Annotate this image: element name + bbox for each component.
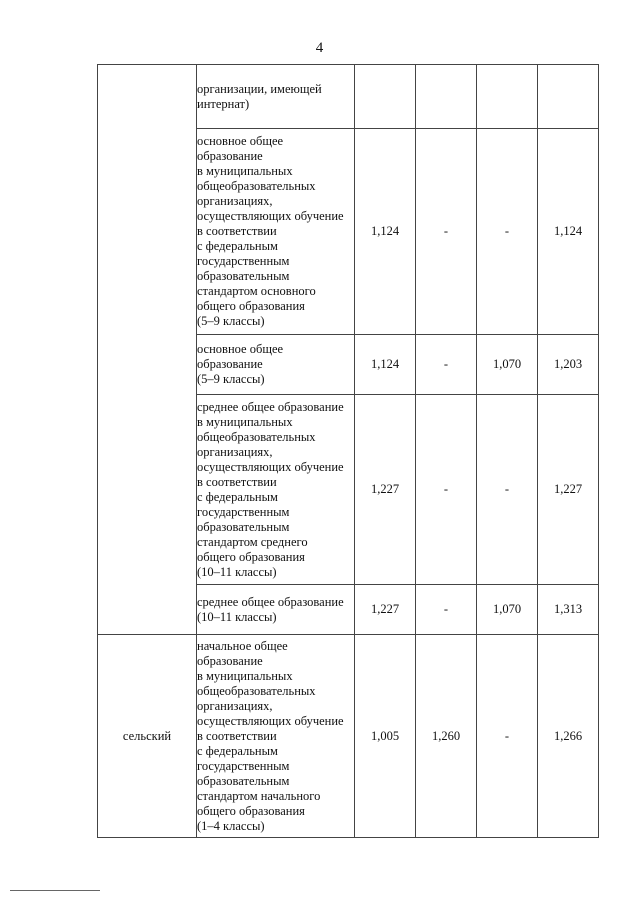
program-description-cell <box>197 129 355 335</box>
coefficient-cell: 1,005 <box>355 635 416 838</box>
description-line: интернат) <box>197 96 250 111</box>
description-line: общеобразовательных <box>197 179 316 193</box>
description-line: в соответствии <box>197 728 277 743</box>
coefficient-cell: 1,266 <box>538 635 599 838</box>
description-line: организациях, <box>197 698 273 713</box>
coefficient-cell: 1,313 <box>538 585 599 635</box>
description-line: общего образования <box>197 549 305 564</box>
coefficient-cell: - <box>416 335 477 395</box>
coefficient-cell <box>477 65 538 129</box>
description-line: (10–11 классы) <box>197 609 277 624</box>
coefficient-cell: - <box>416 395 477 585</box>
coefficient-cell: 1,260 <box>416 635 477 838</box>
description-line: (1–4 классы) <box>197 818 265 833</box>
description-line: общего образования <box>197 299 305 313</box>
coefficient-cell: - <box>477 395 538 585</box>
description-line: среднее общее образование <box>197 594 344 609</box>
coefficient-cell: 1,124 <box>355 335 416 395</box>
coefficient-cell: 1,124 <box>538 129 599 335</box>
description-line: образовательным <box>197 519 290 534</box>
description-line: общеобразовательных <box>197 429 316 444</box>
coefficient-cell <box>538 65 599 129</box>
coefficient-cell: 1,070 <box>477 585 538 635</box>
coefficient-cell <box>355 65 416 129</box>
coefficient-cell <box>416 65 477 129</box>
coefficients-table <box>97 64 599 838</box>
description-line: образование <box>197 149 263 163</box>
coefficient-cell: - <box>416 129 477 335</box>
description-line: осуществляющих обучение <box>197 209 344 223</box>
program-description-cell <box>197 635 355 838</box>
description-line: (10–11 классы) <box>197 564 277 579</box>
description-line: в соответствии <box>197 224 277 238</box>
program-description-cell <box>197 585 355 635</box>
description-line: в соответствии <box>197 474 277 489</box>
description-line: образовательным <box>197 269 290 283</box>
description-line: государственным <box>197 758 290 773</box>
description-line: осуществляющих обучение <box>197 713 344 728</box>
table-row <box>98 65 599 129</box>
description-line: образовательным <box>197 773 290 788</box>
coefficient-cell: 1,203 <box>538 335 599 395</box>
description-line: (5–9 классы) <box>197 372 265 386</box>
description-line: (5–9 классы) <box>197 314 265 328</box>
description-line: в муниципальных <box>197 668 293 683</box>
description-line: в муниципальных <box>197 164 293 178</box>
description-line: организации, имеющей <box>197 81 322 96</box>
area-cell: сельский <box>98 635 197 838</box>
coefficient-cell: 1,124 <box>355 129 416 335</box>
description-line: образование <box>197 357 263 371</box>
table-row <box>98 635 599 838</box>
description-line: стандартом начального <box>197 788 321 803</box>
description-line: организациях, <box>197 444 273 459</box>
area-cell-empty <box>98 65 197 635</box>
program-description-cell <box>197 335 355 395</box>
description-line: образование <box>197 653 263 668</box>
description-line: с федеральным <box>197 743 278 758</box>
description-line: государственным <box>197 504 290 519</box>
description-line: основное общее <box>197 342 284 356</box>
description-line: с федеральным <box>197 239 278 253</box>
coefficient-cell: - <box>477 635 538 838</box>
program-description-cell <box>197 65 355 129</box>
coefficient-cell: 1,070 <box>477 335 538 395</box>
description-line: основное общее <box>197 134 284 148</box>
description-line: среднее общее образование <box>197 399 344 414</box>
description-line: начальное общее <box>197 638 288 653</box>
description-line: стандартом среднего <box>197 534 308 549</box>
description-line: организациях, <box>197 194 273 208</box>
coefficient-cell: 1,227 <box>355 585 416 635</box>
coefficient-cell: 1,227 <box>538 395 599 585</box>
page-number: 4 <box>315 40 324 56</box>
coefficient-cell: - <box>416 585 477 635</box>
description-line: общего образования <box>197 803 305 818</box>
description-line: стандартом основного <box>197 284 316 298</box>
footnote-separator <box>10 890 100 891</box>
coefficient-cell: - <box>477 129 538 335</box>
description-line: с федеральным <box>197 489 278 504</box>
coefficient-cell: 1,227 <box>355 395 416 585</box>
description-line: осуществляющих обучение <box>197 459 344 474</box>
description-line: государственным <box>197 254 290 268</box>
description-line: в муниципальных <box>197 414 293 429</box>
program-description-cell <box>197 395 355 585</box>
description-line: общеобразовательных <box>197 683 316 698</box>
